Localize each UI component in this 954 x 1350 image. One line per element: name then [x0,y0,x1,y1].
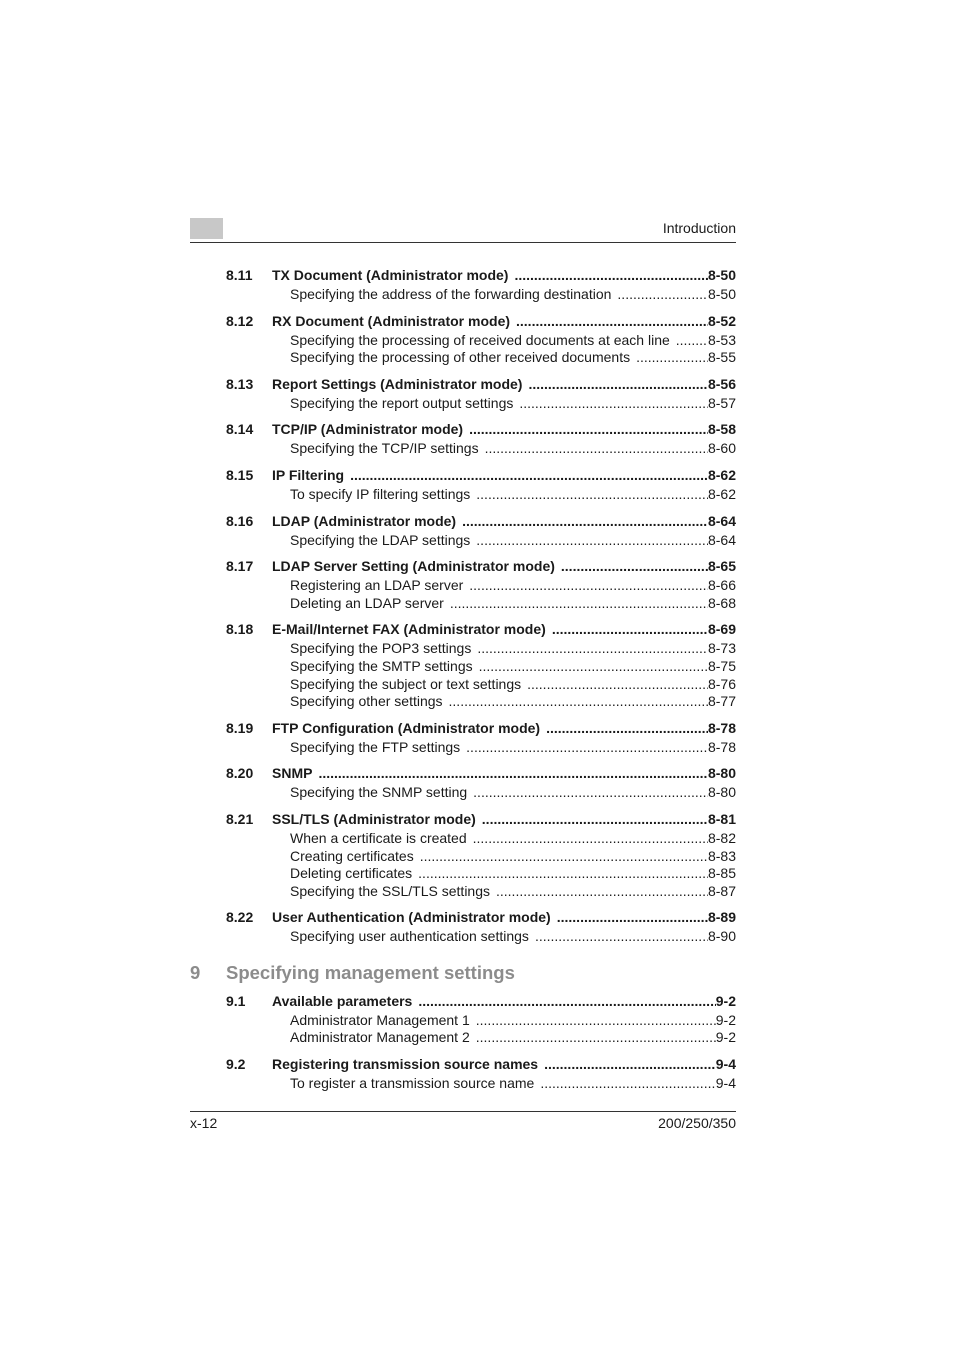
table-of-contents [190,266,736,1101]
subsection-title: Specifying the SMTP settings [290,657,473,674]
toc-section [226,375,736,413]
dot-leader [617,286,708,303]
subsection-page-number: 8-75 [707,657,736,674]
toc-chapter-9-sections [226,992,736,1093]
toc-subsection-entry[interactable] [226,693,736,711]
subsection-title: Specifying the LDAP settings [290,531,471,548]
toc-section [226,620,736,710]
toc-section-entry[interactable] [226,466,736,486]
subsection-title: Specifying the address of the forwarding destination [290,286,612,302]
section-number: 8.14 [226,421,254,438]
dot-leader [482,810,708,828]
toc-section [226,312,736,367]
section-title: Registering transmission source names [272,1056,539,1073]
section-page-number: 8-62 [707,466,736,483]
subsection-page-number: 8-62 [707,485,736,502]
toc-section-entry[interactable] [226,810,736,830]
toc-subsection-entry[interactable] [226,784,736,802]
toc-section [226,992,736,1047]
section-title: E-Mail/Internet FAX (Administrator mode) [272,621,546,638]
subsection-page-number: 8-53 [707,331,736,348]
toc-subsection-entry[interactable] [226,865,736,883]
dot-leader [535,928,708,945]
dot-leader [544,1055,716,1073]
toc-subsection-entry[interactable] [226,830,736,848]
section-title: TX Document (Administrator mode) [272,267,509,283]
section-page-number: 8-50 [707,267,736,283]
chapter-heading [190,962,736,984]
subsection-title: Specifying the processing of other received documents [290,349,631,366]
toc-section-entry[interactable] [226,420,736,440]
subsection-page-number: 8-60 [707,440,736,457]
header-title: Introduction [662,220,736,236]
section-number: 8.17 [226,558,254,575]
toc-section-entry[interactable] [226,719,736,739]
subsection-page-number: 8-64 [707,531,736,548]
subsection-title: Specifying the TCP/IP settings [290,440,479,457]
section-title: IP Filtering [272,466,345,483]
chapter-title: Specifying management settings [226,961,515,983]
dot-leader [476,1012,716,1029]
toc-section [226,1055,736,1093]
subsection-page-number: 8-80 [707,784,736,801]
subsection-title: Specifying the subject or text settings [290,675,522,692]
subsection-page-number: 8-78 [707,738,736,755]
toc-subsection-entry[interactable] [226,883,736,901]
subsection-page-number: 8-66 [707,577,736,594]
subsection-title: Specifying the SNMP setting [290,784,468,801]
toc-subsection-entry[interactable] [226,332,736,350]
dot-leader [473,830,708,847]
toc-section-entry[interactable] [226,266,736,286]
dot-leader [476,1029,716,1046]
dot-leader [514,266,708,284]
section-number: 8.19 [226,719,254,736]
subsection-page-number: 9-4 [715,1075,736,1092]
footer-model-number: 200/250/350 [658,1115,736,1131]
toc-subsection-entry[interactable] [226,1012,736,1030]
subsection-page-number: 8-87 [707,882,736,899]
subsection-title: Specifying other settings [290,693,443,710]
dot-leader [540,1075,715,1092]
dot-leader [449,693,708,710]
toc-subsection-entry[interactable] [226,848,736,866]
subsection-title: Registering an LDAP server [290,577,464,594]
section-number: 8.18 [226,621,254,638]
section-page-number: 8-65 [707,558,736,575]
subsection-title: Creating certificates [290,847,414,864]
toc-section [226,557,736,612]
dot-leader [469,577,708,594]
toc-section-entry[interactable] [226,908,736,928]
section-title: SSL/TLS (Administrator mode) [272,810,476,827]
dot-leader [473,784,708,801]
subsection-title: Specifying user authentication settings [290,928,529,945]
section-title: LDAP (Administrator mode) [272,512,457,529]
dot-leader [519,395,708,412]
toc-section-entry[interactable] [226,512,736,532]
section-page-number: 8-69 [707,621,736,638]
dot-leader [676,332,708,349]
dot-leader [557,908,708,926]
subsection-title: To register a transmission source name [290,1075,535,1092]
dot-leader [418,992,715,1010]
toc-section-entry[interactable] [226,764,736,784]
dot-leader [527,676,708,693]
toc-subsection-entry[interactable] [226,577,736,595]
toc-subsection-entry[interactable] [226,658,736,676]
dot-leader [485,440,708,457]
section-page-number: 8-89 [707,909,736,926]
toc-subsection-entry[interactable] [226,640,736,658]
section-number: 8.15 [226,466,254,483]
dot-leader [552,620,708,638]
toc-subsection-entry[interactable] [226,595,736,613]
section-page-number: 8-56 [707,375,736,392]
subsection-page-number: 8-68 [707,594,736,611]
toc-section [226,266,736,304]
toc-subsection-entry[interactable] [226,349,736,367]
header-tab-marker [190,218,223,239]
section-title: LDAP Server Setting (Administrator mode) [272,558,555,575]
subsection-title: Specifying the SSL/TLS settings [290,882,490,899]
subsection-page-number: 8-83 [707,847,736,864]
dot-leader [418,865,708,882]
section-number: 9.2 [226,1056,246,1073]
section-page-number: 8-52 [707,312,736,329]
subsection-page-number: 8-55 [707,349,736,366]
section-page-number: 8-64 [707,512,736,529]
dot-leader [318,764,708,782]
section-title: Report Settings (Administrator mode) [272,375,523,392]
subsection-title: Specifying the POP3 settings [290,640,472,657]
toc-subsection-entry[interactable] [226,532,736,550]
section-number: 8.11 [226,267,253,283]
toc-subsection-entry[interactable] [226,440,736,458]
toc-subsection-entry[interactable] [226,1075,736,1093]
toc-section-entry[interactable] [226,557,736,577]
footer-divider [190,1111,736,1112]
toc-subsection-entry[interactable] [226,486,736,504]
section-title: FTP Configuration (Administrator mode) [272,719,541,736]
section-title: User Authentication (Administrator mode) [272,909,551,926]
dot-leader [450,595,708,612]
subsection-title: Administrator Management 2 [290,1029,470,1046]
toc-chapter-8-sections [226,266,736,946]
dot-leader [636,349,708,366]
toc-subsection-entry[interactable] [226,1029,736,1047]
section-number: 8.16 [226,512,254,529]
dot-leader [469,420,708,438]
subsection-page-number: 8-77 [707,693,736,710]
toc-section [226,908,736,946]
subsection-page-number: 8-57 [707,394,736,411]
section-number: 8.22 [226,909,254,926]
section-page-number: 9-4 [715,1056,736,1073]
subsection-title: Deleting an LDAP server [290,594,444,611]
subsection-title: Administrator Management 1 [290,1011,470,1028]
toc-section-entry[interactable] [226,992,736,1012]
subsection-page-number: 8-76 [707,675,736,692]
toc-section [226,810,736,900]
dot-leader [546,719,708,737]
footer-page-number: x-12 [190,1115,218,1131]
section-page-number: 9-2 [715,992,736,1009]
subsection-title: Specifying the report output settings [290,394,514,411]
subsection-page-number: 8-85 [707,865,736,882]
dot-leader [476,532,708,549]
subsection-page-number: 8-82 [707,829,736,846]
toc-subsection-entry[interactable] [226,928,736,946]
section-number: 8.21 [226,810,254,827]
subsection-page-number: 8-90 [707,928,736,945]
subsection-page-number: 9-2 [715,1029,736,1046]
dot-leader [476,486,708,503]
toc-subsection-entry[interactable] [226,739,736,757]
dot-leader [516,312,708,330]
toc-subsection-entry[interactable] [226,395,736,413]
dot-leader [479,658,708,675]
dot-leader [466,739,708,756]
section-title: RX Document (Administrator mode) [272,312,511,329]
section-title: SNMP [272,765,313,782]
dot-leader [561,557,708,575]
subsection-title: Deleting certificates [290,865,413,882]
toc-section [226,420,736,458]
section-page-number: 8-80 [707,765,736,782]
section-page-number: 8-58 [707,421,736,438]
section-number: 8.13 [226,375,254,392]
toc-section-entry[interactable] [226,1055,736,1075]
subsection-page-number: 8-50 [707,286,736,302]
toc-section-entry[interactable] [226,620,736,640]
dot-leader [420,848,708,865]
toc-section [226,764,736,802]
subsection-page-number: 8-73 [707,640,736,657]
section-number: 8.12 [226,312,254,329]
subsection-title: Specifying the processing of received documents at each line [290,331,670,348]
section-title: TCP/IP (Administrator mode) [272,421,464,438]
toc-subsection-entry[interactable] [226,286,736,304]
dot-leader [477,640,708,657]
subsection-title: When a certificate is created [290,829,467,846]
toc-section-entry[interactable] [226,312,736,332]
toc-section [226,719,736,757]
dot-leader [462,512,708,530]
toc-section [226,512,736,550]
dot-leader [350,466,708,484]
subsection-title: Specifying the FTP settings [290,738,461,755]
section-number: 9.1 [226,992,246,1009]
section-title: Available parameters [272,992,413,1009]
section-page-number: 8-78 [707,719,736,736]
dot-leader [496,883,708,900]
section-number: 8.20 [226,765,254,782]
section-page-number: 8-81 [707,810,736,827]
header-divider [190,242,736,243]
toc-section [226,466,736,504]
dot-leader [528,375,708,393]
subsection-page-number: 9-2 [715,1011,736,1028]
toc-section-entry[interactable] [226,375,736,395]
subsection-title: To specify IP filtering settings [290,485,471,502]
chapter-number: 9 [190,961,201,983]
toc-subsection-entry[interactable] [226,676,736,694]
